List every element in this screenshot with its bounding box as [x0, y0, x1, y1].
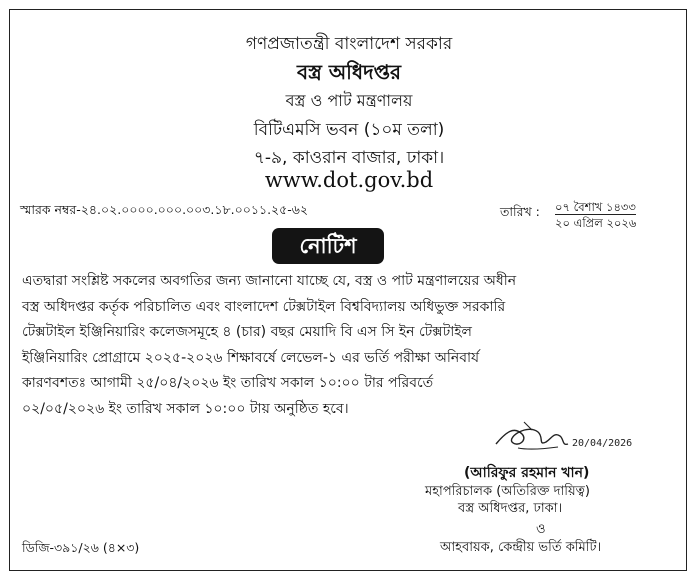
- handwritten-signature: [488, 418, 638, 460]
- notice-line: ০২/০৫/২০২৬ ইং তারিখ সকাল ১০:০০ টায় অনুষ্ঠিত হবে।: [22, 401, 349, 417]
- notice-line: বস্ত্র অধিদপ্তর কর্তৃক পরিচালিত এবং বাংলাদেশ টেক্সটাইল বিশ্ববিদ্যালয় অধিভুক্ত সরকারি: [22, 299, 506, 315]
- notice-line: এতদ্বারা সংশ্লিষ্ট সকলের অবগতির জন্য জানানো যাচ্ছে যে, বস্ত্র ও পাট মন্ত্রণালয়ের অধীন: [22, 273, 517, 289]
- office-address: ৭-৯, কাওরান বাজার, ঢাকা।: [253, 148, 445, 168]
- memo-reference: স্মারক নম্বর-২৪.০২.০০০০.০০০.০০৩.১৮.০০১১.২৫-৬২: [20, 202, 309, 217]
- ministry-name: বস্ত্র ও পাট মন্ত্রণালয়: [285, 91, 413, 110]
- notice-line: টেক্সটাইল ইঞ্জিনিয়ারিং কলেজসমূহে ৪ (চার) বছর মেয়াদি বি এস সি ইন টেক্সটাইল: [22, 324, 472, 340]
- building-name: বিটিএমসি ভবন (১০ম তলা): [253, 120, 445, 140]
- notice-title: নোটিশ: [272, 228, 384, 264]
- website-url: www.dot.gov.bd: [264, 168, 434, 192]
- date-gregorian: ২০ এপ্রিল ২০২৬: [555, 214, 636, 234]
- date-label: তারিখ :: [500, 204, 540, 219]
- signatory-office: বস্ত্র অধিদপ্তর, ঢাকা।: [458, 501, 563, 516]
- notice-line: ইঞ্জিনিয়ারিং প্রোগ্রামে ২০২৫-২০২৬ শিক্ষাবর্ষে লেভেল-১ এর ভর্তি পরীক্ষা অনিবার্য: [22, 350, 480, 366]
- department-name: বস্ত্র অধিদপ্তর: [296, 60, 402, 84]
- signatory-conjunction: ও: [536, 522, 546, 537]
- signatory-role: আহবায়ক, কেন্দ্রীয় ভর্তি কমিটি।: [440, 540, 602, 555]
- signatory-title: মহাপরিচালক (অতিরিক্ত দায়িত্ব): [425, 484, 590, 499]
- signature-date: 20/04/2026: [572, 438, 633, 449]
- notice-line: কারণবশতঃ আগামী ২৫/০৪/২০২৬ ইং তারিখ সকাল ১০:০০ টার পরিবর্তে: [22, 375, 434, 391]
- dfp-code: ডিজি-৩৯১/২৬ (৪×৩): [22, 540, 140, 555]
- government-name: গণপ্রজাতন্ত্রী বাংলাদেশ সরকার: [245, 34, 453, 54]
- signatory-name: (আরিফুর রহমান খান): [464, 465, 590, 481]
- date-bangla: ০৭ বৈশাখ ১৪৩৩: [555, 200, 636, 214]
